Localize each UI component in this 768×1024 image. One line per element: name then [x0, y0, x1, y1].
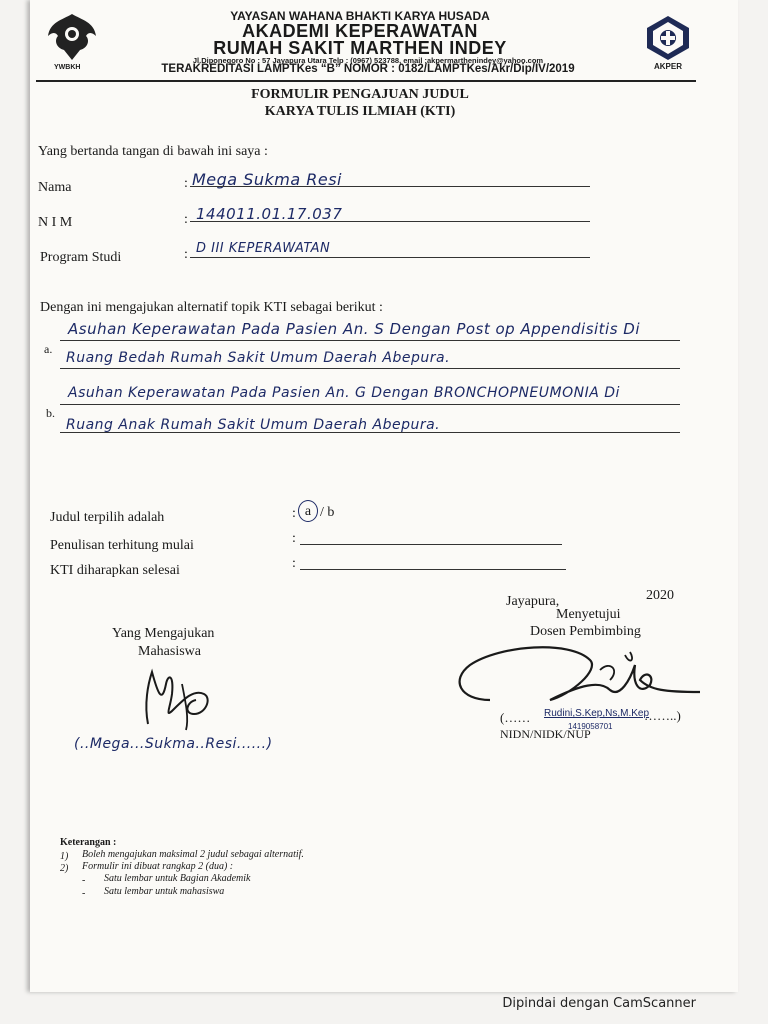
field-value-nim: 144011.01.17.037	[196, 205, 343, 223]
end-line	[300, 569, 566, 570]
note-1-num: 1)	[60, 851, 69, 862]
student-name: (..Mega...Sukma..Resi......)	[74, 736, 273, 752]
selected-choice-circle	[298, 500, 318, 522]
scanned-form-page	[30, 0, 738, 992]
end-colon: :	[292, 556, 296, 571]
foundation-logo	[44, 10, 100, 72]
supervisor-name-open: (……	[500, 710, 531, 725]
topic-a-marker: a.	[44, 342, 53, 356]
sign-place: Jayapura,	[506, 594, 560, 609]
supervisor-id: 1419058701	[568, 722, 613, 731]
supervisor-name-close: ……..)	[644, 708, 681, 723]
right-logo-caption: AKPER	[654, 62, 683, 71]
field-value-name: Mega Sukma Resi	[192, 170, 342, 189]
form-title-line2: KARYA TULIS ILMIAH (KTI)	[264, 104, 456, 119]
topics-intro: Dengan ini mengajukan alternatif topik KTI sebagai berikut :	[40, 300, 383, 315]
topic-a-rule1	[60, 340, 680, 341]
approve-text: Menyetujui	[556, 607, 621, 622]
topic-b-rule2	[60, 432, 680, 433]
accreditation-line: TERAKREDITASI LAMPTKes “B” NOMOR : 0182/LAMPTKes/Akr/Dip/IV/2019	[161, 63, 575, 75]
start-colon: :	[292, 531, 296, 546]
note-4-text: Satu lembar untuk mahasiswa	[104, 886, 225, 897]
start-line	[300, 544, 562, 545]
field-line-nim	[190, 221, 590, 222]
selected-choice-b: / b	[320, 505, 335, 520]
field-colon-program: :	[184, 247, 188, 262]
academy-name: AKADEMI KEPERAWATAN	[242, 21, 478, 41]
field-line-name	[190, 186, 590, 187]
left-logo-caption: YWBKH	[54, 64, 81, 71]
foundation-name: YAYASAN WAHANA BHAKTI KARYA HUSADA	[230, 9, 490, 23]
field-label-nim: N I M	[38, 215, 73, 230]
student-signature	[134, 664, 224, 734]
note-2-num: 2)	[60, 863, 69, 874]
notes-heading: Keterangan :	[60, 837, 117, 848]
field-colon-name: :	[184, 176, 188, 191]
note-1-text: Boleh mengajukan maksimal 2 judul sebagai alternatif.	[82, 849, 304, 860]
end-label: KTI diharapkan selesai	[50, 563, 180, 578]
form-title-line1: FORMULIR PENGAJUAN JUDUL	[251, 87, 469, 102]
note-3-text: Satu lembar untuk Bagian Akademik	[104, 873, 251, 884]
sign-year: 2020	[646, 588, 674, 603]
topic-b-marker: b.	[46, 406, 55, 420]
student-role1: Yang Mengajukan	[112, 626, 215, 641]
selected-label: Judul terpilih adalah	[50, 510, 165, 525]
topic-b-rule1	[60, 404, 680, 405]
akper-logo	[644, 14, 692, 72]
start-label: Penulisan terhitung mulai	[50, 538, 194, 553]
supervisor-role: Dosen Pembimbing	[530, 624, 641, 639]
field-colon-nim: :	[184, 212, 188, 227]
intro-text: Yang bertanda tangan di bawah ini saya :	[38, 144, 268, 159]
topic-a-line1: Asuhan Keperawatan Pada Pasien An. S Dengan Post op Appendisitis Di	[68, 320, 641, 338]
topic-b-line1: Asuhan Keperawatan Pada Pasien An. G Dengan BRONCHOPNEUMONIA Di	[68, 385, 620, 401]
topic-b-line2: Ruang Anak Rumah Sakit Umum Daerah Abepura.	[66, 417, 441, 433]
hospital-name: RUMAH SAKIT MARTHEN INDEY	[213, 38, 507, 58]
field-line-program	[190, 257, 590, 258]
selected-colon: :	[292, 506, 296, 521]
note-4-num: -	[82, 888, 86, 899]
field-value-program: D III KEPERAWATAN	[196, 241, 331, 256]
field-label-name: Nama	[38, 180, 72, 195]
note-2-text: Formulir ini dibuat rangkap 2 (dua) :	[82, 861, 234, 872]
student-role2: Mahasiswa	[138, 644, 201, 659]
supervisor-name: Rudini,S.Kep,Ns,M.Kep	[544, 708, 650, 719]
selected-choice-a: a	[304, 504, 312, 519]
field-label-program: Program Studi	[40, 250, 122, 265]
note-3-num: -	[82, 875, 86, 886]
address-line: Jl.Diponegoro No : 57 Jayapura Utara Telp : (0967) 523788, email :akpermarthenindey@yahoo.com	[192, 56, 544, 65]
header-rule	[36, 80, 696, 82]
camscanner-watermark: Dipindai dengan CamScanner	[502, 996, 696, 1011]
topic-a-rule2	[60, 368, 680, 369]
topic-a-line2: Ruang Bedah Rumah Sakit Umum Daerah Abepura.	[66, 350, 451, 366]
supervisor-id-label: NIDN/NIDK/NUP	[500, 727, 591, 741]
